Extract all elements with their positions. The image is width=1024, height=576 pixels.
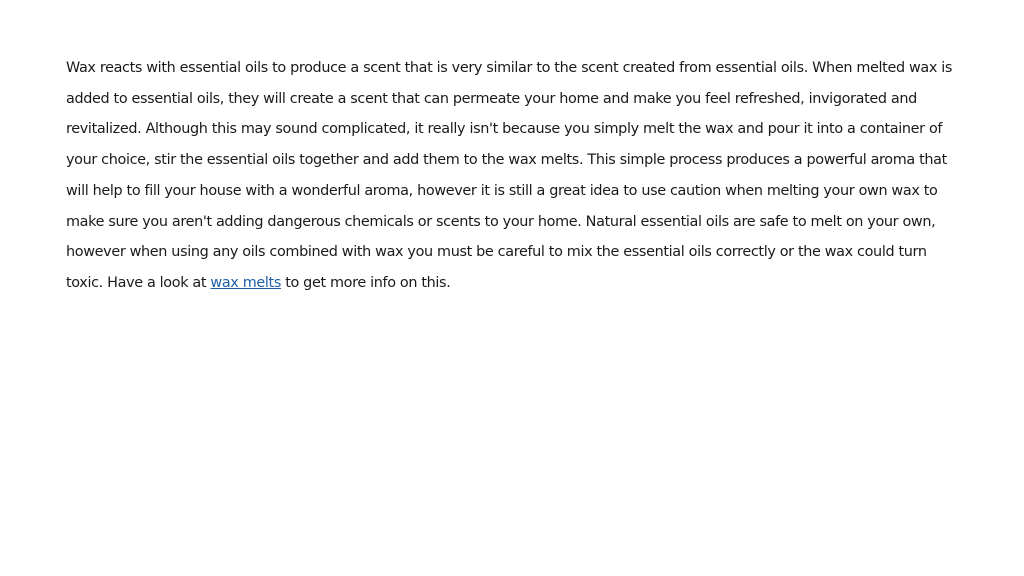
body-paragraph <box>66 53 958 299</box>
paragraph-text-end: to get more info on this. <box>285 274 451 291</box>
paragraph-text: Wax reacts with essential oils to produce a scent that is very similar to the scent created from essential oils. When melted wax is added to essential oils, they will create a scent that can permeate your home and make you feel refreshed, invigorated and revitalized. Although this may sound complicated, it really isn't because you simply melt the wax and pour it into a container of your choice, stir the essential oils together and add them to the wax melts. This simple process produces a powerful aroma that will help to fill your house with a wonderful aroma, however it is still a great idea to use caution when melting your own wax to make sure you aren't adding dangerous chemicals or scents to your home. Natural essential oils are safe to melt on your own, however when using any oils combined with wax you must be careful to mix the essential oils correctly or the wax could turn toxic. Have a look at <box>66 60 953 291</box>
wax-melts-link[interactable]: wax melts <box>210 274 281 291</box>
